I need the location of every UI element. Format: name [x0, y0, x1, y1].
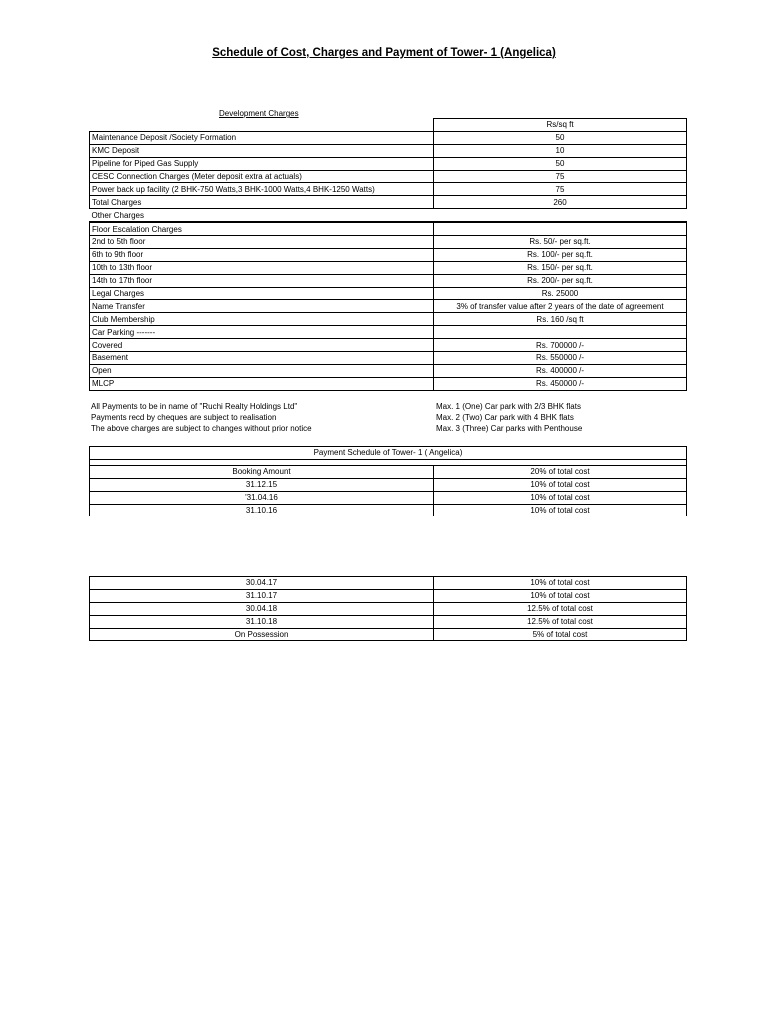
table-row [90, 183, 687, 196]
table-row [90, 144, 687, 157]
schedule-amount: 10% of total cost [434, 478, 687, 491]
charge-value: Rs. 50/- per sq.ft. [434, 236, 687, 249]
unit-header-row [90, 119, 687, 132]
charge-value: 50 [434, 157, 687, 170]
schedule-stage: On Possession [90, 628, 434, 641]
charge-label: Floor Escalation Charges [90, 222, 434, 235]
table-row [90, 465, 687, 478]
note-line: All Payments to be in name of "Ruchi Realty Holdings Ltd" [91, 402, 298, 411]
charge-label: Open [90, 364, 434, 377]
schedule-title: Payment Schedule of Tower- 1 ( Angelica) [90, 447, 687, 460]
table-row [90, 131, 687, 144]
table-row [90, 313, 687, 326]
table-row [90, 478, 687, 491]
total-row [90, 196, 687, 209]
other-charges-label: Other Charges [90, 209, 434, 222]
document-title: Schedule of Cost, Charges and Payment of Tower- 1 (Angelica) [212, 47, 556, 59]
table-row [90, 615, 687, 628]
charge-label: 6th to 9th floor [90, 248, 434, 261]
schedule-amount: 10% of total cost [434, 504, 687, 516]
charge-label: Power back up facility (2 BHK-750 Watts,3 BHK-1000 Watts,4 BHK-1250 Watts) [90, 183, 434, 196]
table-row [90, 377, 687, 390]
table-row [90, 504, 687, 516]
charge-value: 260 [434, 196, 687, 209]
table-row [90, 274, 687, 287]
payment-schedule-table-continued [89, 576, 687, 641]
charge-label: Legal Charges [90, 287, 434, 300]
charge-label: MLCP [90, 377, 434, 390]
charge-value: Rs. 450000 /- [434, 377, 687, 390]
charge-label: 14th to 17th floor [90, 274, 434, 287]
schedule-amount: 12.5% of total cost [434, 615, 687, 628]
charge-label: Car Parking ------- [90, 326, 434, 339]
charge-value: 75 [434, 170, 687, 183]
charge-value [434, 326, 687, 339]
charge-label: 10th to 13th floor [90, 261, 434, 274]
charges-table [89, 118, 687, 391]
charge-value: Rs. 100/- per sq.ft. [434, 248, 687, 261]
unit-header: Rs/sq ft [434, 119, 687, 132]
development-charges-label: Development Charges [219, 109, 299, 118]
charge-value [434, 222, 687, 235]
table-row [90, 352, 687, 365]
table-row [90, 261, 687, 274]
note-line: Max. 3 (Three) Car parks with Penthouse [436, 424, 583, 433]
charge-label: Maintenance Deposit /Society Formation [90, 131, 434, 144]
table-row [90, 222, 687, 235]
schedule-amount: 12.5% of total cost [434, 602, 687, 615]
payment-schedule-table [89, 446, 687, 516]
schedule-amount: 10% of total cost [434, 589, 687, 602]
schedule-title-row [90, 447, 687, 460]
schedule-amount: 10% of total cost [434, 577, 687, 590]
note-line: Payments recd by cheques are subject to realisation [91, 413, 277, 422]
schedule-stage: 31.12.15 [90, 478, 434, 491]
schedule-amount: 20% of total cost [434, 465, 687, 478]
charge-label: 2nd to 5th floor [90, 236, 434, 249]
charge-value: Rs. 400000 /- [434, 364, 687, 377]
table-row [90, 364, 687, 377]
charge-label: Name Transfer [90, 300, 434, 313]
note-line: The above charges are subject to changes without prior notice [91, 424, 312, 433]
table-row [90, 577, 687, 590]
note-line: Max. 2 (Two) Car park with 4 BHK flats [436, 413, 574, 422]
charge-value: Rs. 160 /sq ft [434, 313, 687, 326]
charge-label: Pipeline for Piped Gas Supply [90, 157, 434, 170]
schedule-stage: 30.04.18 [90, 602, 434, 615]
charge-label: Total Charges [90, 196, 434, 209]
charge-value: Rs. 150/- per sq.ft. [434, 261, 687, 274]
table-row [90, 491, 687, 504]
table-row [90, 300, 687, 313]
charge-value: Rs. 200/- per sq.ft. [434, 274, 687, 287]
other-charges-row [90, 209, 687, 222]
charge-label: Club Membership [90, 313, 434, 326]
schedule-stage: 30.04.17 [90, 577, 434, 590]
table-row [90, 628, 687, 641]
charge-label: Basement [90, 352, 434, 365]
charge-value: Rs. 700000 /- [434, 339, 687, 352]
charge-label: Covered [90, 339, 434, 352]
car-park-notes [436, 401, 582, 434]
table-row [90, 236, 687, 249]
table-row [90, 339, 687, 352]
table-row [90, 589, 687, 602]
table-row [90, 326, 687, 339]
charge-value: Rs. 25000 [434, 287, 687, 300]
charge-value: Rs. 550000 /- [434, 352, 687, 365]
schedule-amount: 5% of total cost [434, 628, 687, 641]
table-row [90, 157, 687, 170]
schedule-amount: 10% of total cost [434, 491, 687, 504]
charge-value: 50 [434, 131, 687, 144]
charge-label: CESC Connection Charges (Meter deposit extra at actuals) [90, 170, 434, 183]
table-row [90, 170, 687, 183]
schedule-stage: Booking Amount [90, 465, 434, 478]
table-row [90, 602, 687, 615]
schedule-stage: 31.10.16 [90, 504, 434, 516]
note-line: Max. 1 (One) Car park with 2/3 BHK flats [436, 402, 581, 411]
schedule-stage: 31.10.17 [90, 589, 434, 602]
schedule-stage: '31.04.16 [90, 491, 434, 504]
charge-value: 3% of transfer value after 2 years of the date of agreement [434, 300, 687, 313]
payment-notes [91, 401, 312, 434]
charge-value: 75 [434, 183, 687, 196]
table-row [90, 248, 687, 261]
schedule-stage: 31.10.18 [90, 615, 434, 628]
table-row [90, 287, 687, 300]
charge-value: 10 [434, 144, 687, 157]
charge-label: KMC Deposit [90, 144, 434, 157]
